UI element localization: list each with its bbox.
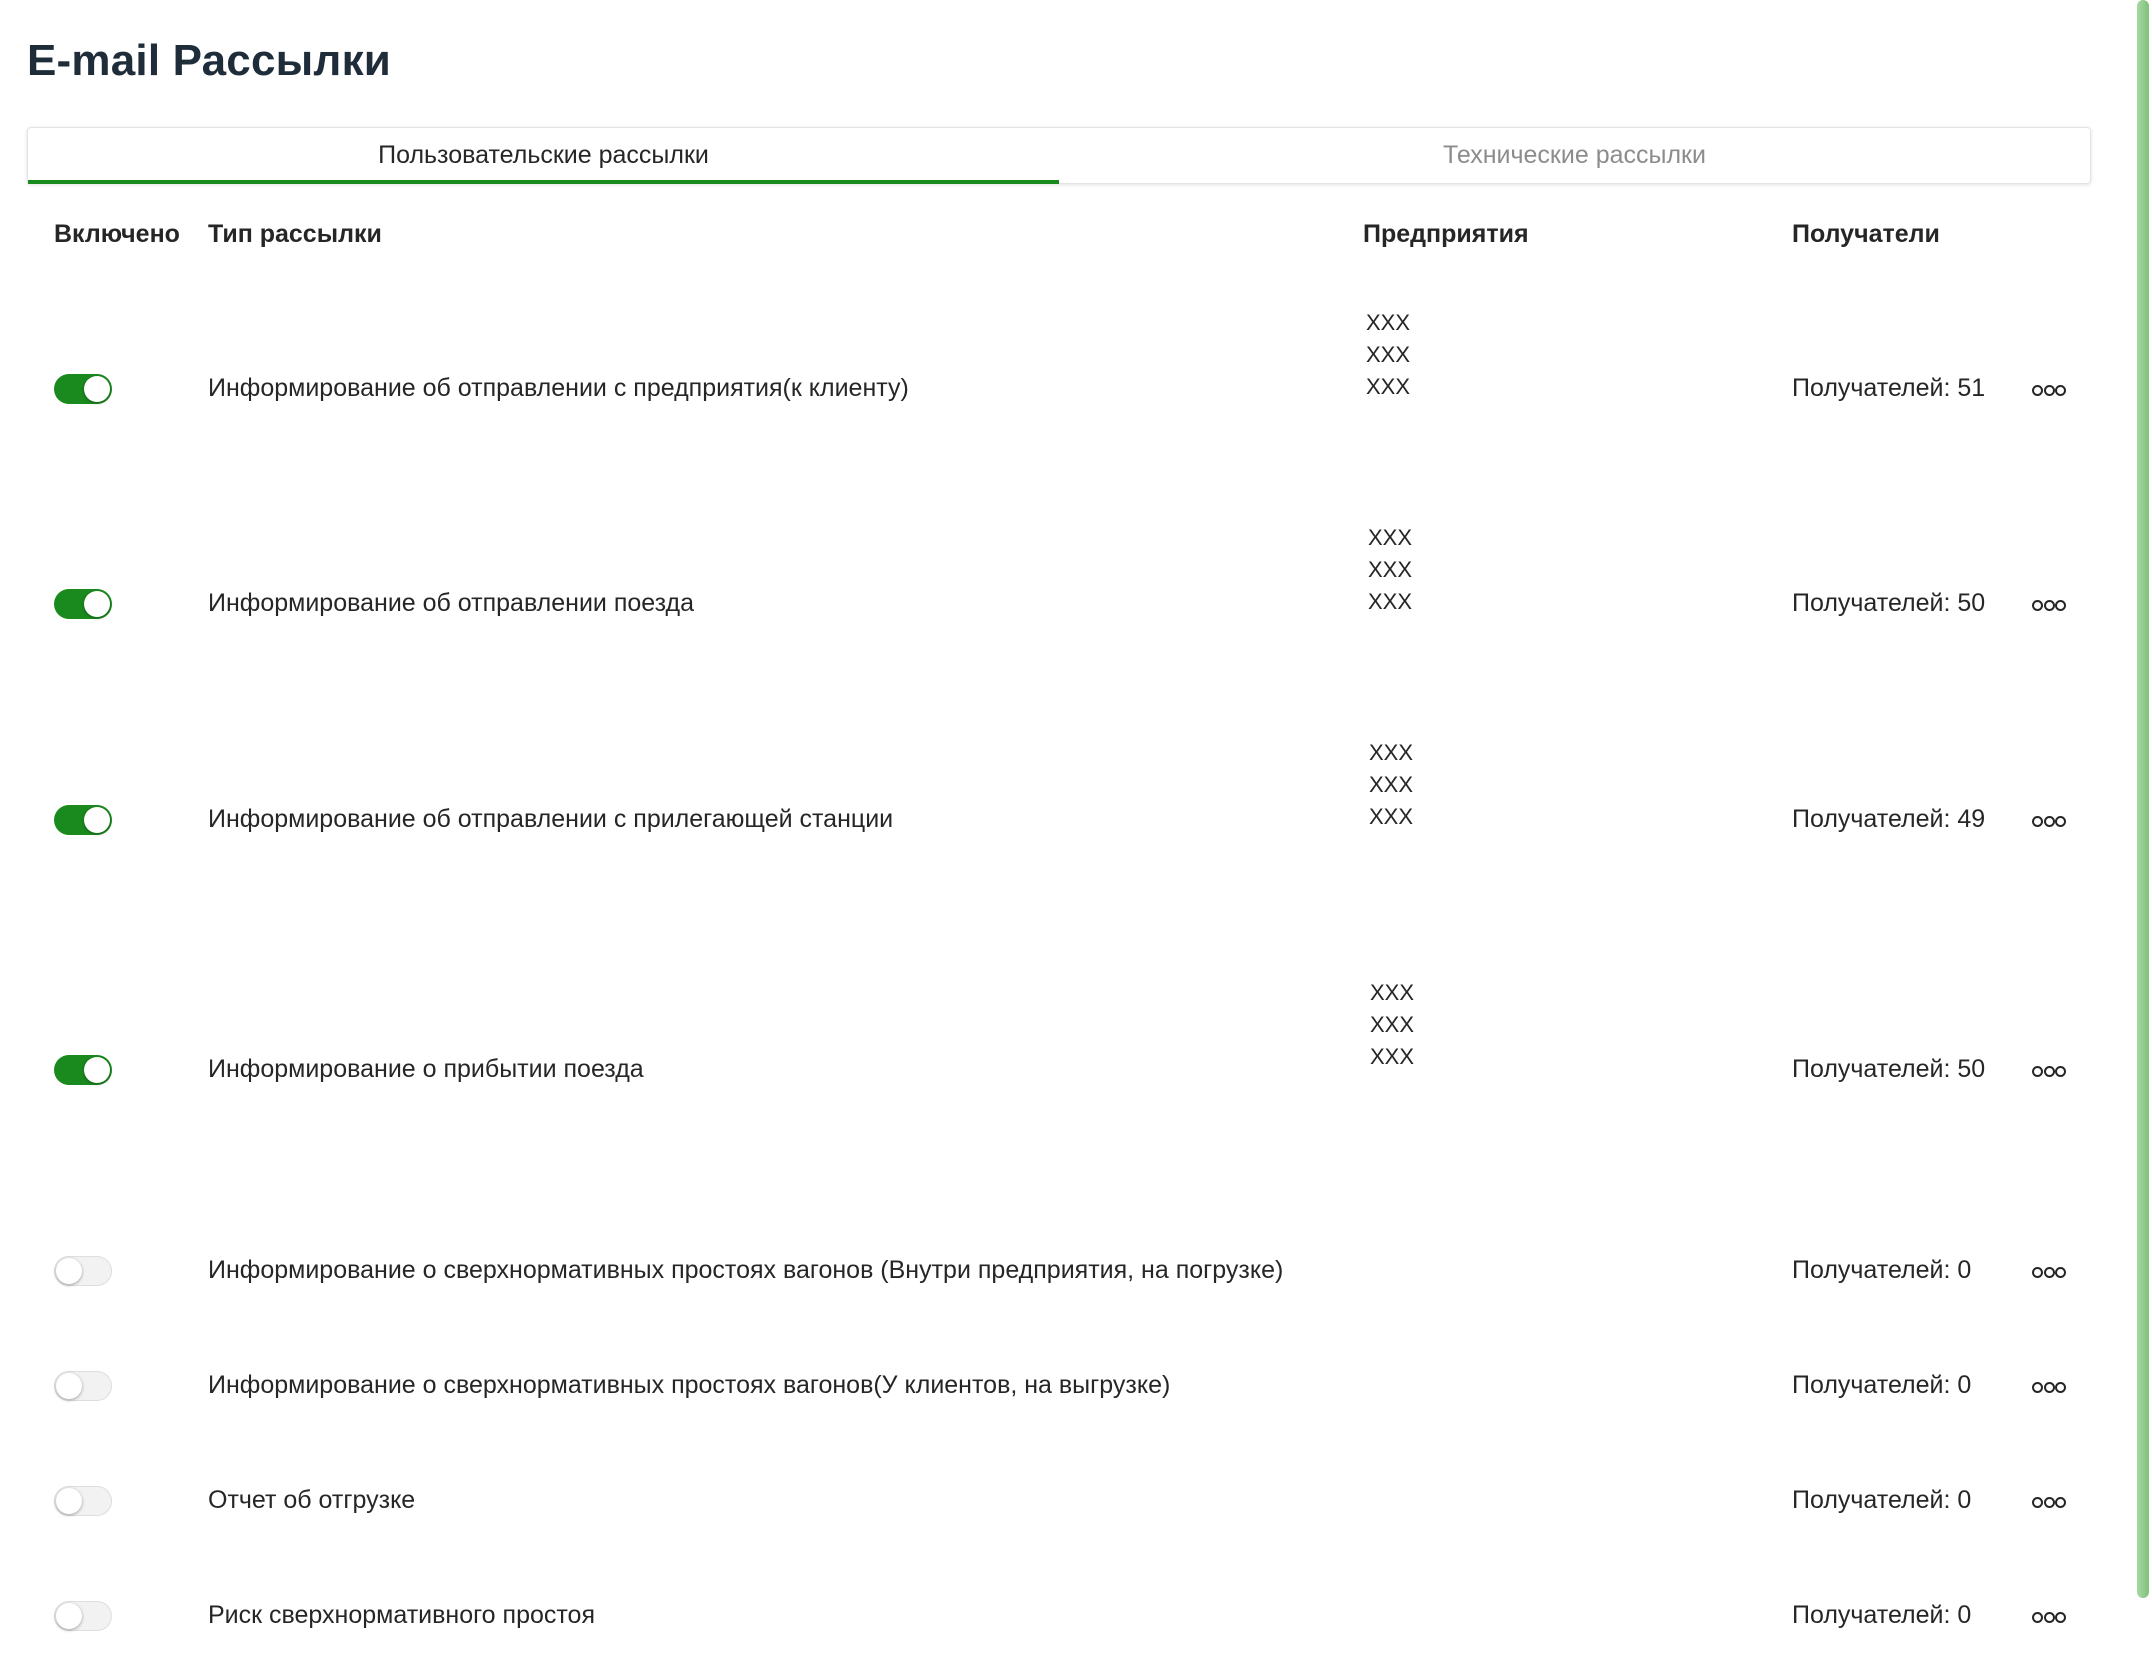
mailing-type: Информирование о сверхнормативных простоях вагонов (Внутри предприятия, на погрузке) (208, 1256, 1284, 1284)
enterprise-item: XXX (1368, 557, 1413, 582)
toggle-knob (56, 1373, 82, 1399)
tab-bar (27, 127, 2091, 184)
enterprise-item: XXX (1368, 589, 1413, 614)
toggle-knob (84, 807, 110, 833)
enterprise-item: XXX (1369, 772, 1414, 797)
toggle-knob (56, 1488, 82, 1514)
vertical-scrollbar[interactable] (2134, 0, 2152, 1662)
recipients-count: Получателей: 51 (1792, 374, 1986, 402)
column-header-type: Тип рассылки (208, 220, 382, 248)
enabled-toggle[interactable] (54, 589, 112, 619)
enterprise-item: XXX (1368, 525, 1413, 550)
enterprise-item: XXX (1369, 740, 1414, 765)
recipients-count: Получателей: 49 (1792, 805, 1986, 833)
tab-user-mailings[interactable]: Пользовательские рассылки (28, 128, 1059, 183)
mailing-type: Информирование о прибытии поезда (208, 1055, 644, 1083)
enterprise-list (1370, 977, 1414, 1073)
column-header-enabled: Включено (54, 220, 180, 248)
recipients-count: Получателей: 50 (1792, 589, 1986, 617)
mailing-type: Информирование об отправлении с прилегающей станции (208, 805, 894, 833)
enterprise-list (1368, 522, 1412, 618)
enterprise-list (1369, 737, 1413, 833)
enabled-toggle[interactable] (54, 1256, 112, 1286)
toggle-knob (84, 591, 110, 617)
more-horizontal-icon[interactable] (2032, 1377, 2066, 1397)
toggle-knob (84, 376, 110, 402)
toggle-knob (56, 1603, 82, 1629)
more-horizontal-icon[interactable] (2032, 1492, 2066, 1512)
column-header-enterprises: Предприятия (1363, 220, 1529, 248)
toggle-knob (84, 1057, 110, 1083)
column-header-recipients: Получатели (1792, 220, 1940, 248)
mailing-type: Информирование об отправлении поезда (208, 589, 695, 617)
enterprise-item: XXX (1366, 310, 1411, 335)
recipients-count: Получателей: 0 (1792, 1256, 1972, 1284)
more-horizontal-icon[interactable] (2032, 595, 2066, 615)
enterprise-item: XXX (1369, 804, 1414, 829)
scrollbar-thumb[interactable] (2137, 0, 2149, 1598)
enterprise-item: XXX (1370, 980, 1415, 1005)
enterprise-item: XXX (1366, 374, 1411, 399)
enabled-toggle[interactable] (54, 374, 112, 404)
more-horizontal-icon[interactable] (2032, 380, 2066, 400)
enterprise-item: XXX (1370, 1044, 1415, 1069)
enabled-toggle[interactable] (54, 1486, 112, 1516)
recipients-count: Получателей: 0 (1792, 1486, 1972, 1514)
toggle-knob (56, 1258, 82, 1284)
more-horizontal-icon[interactable] (2032, 1061, 2066, 1081)
more-horizontal-icon[interactable] (2032, 1607, 2066, 1627)
more-horizontal-icon[interactable] (2032, 811, 2066, 831)
mailing-type: Риск сверхнормативного простоя (208, 1601, 595, 1629)
enabled-toggle[interactable] (54, 1055, 112, 1085)
enterprise-item: XXX (1370, 1012, 1415, 1037)
enterprise-item: XXX (1366, 342, 1411, 367)
enterprise-list (1366, 307, 1410, 403)
enabled-toggle[interactable] (54, 1371, 112, 1401)
recipients-count: Получателей: 0 (1792, 1601, 1972, 1629)
recipients-count: Получателей: 50 (1792, 1055, 1986, 1083)
recipients-count: Получателей: 0 (1792, 1371, 1972, 1399)
tab-technical-mailings[interactable]: Технические рассылки (1443, 141, 1706, 169)
mailing-type: Отчет об отгрузке (208, 1486, 416, 1514)
mailing-type: Информирование о сверхнормативных простоях вагонов(У клиентов, на выгрузке) (208, 1371, 1171, 1399)
more-horizontal-icon[interactable] (2032, 1262, 2066, 1282)
enabled-toggle[interactable] (54, 805, 112, 835)
enabled-toggle[interactable] (54, 1601, 112, 1631)
page-title: E-mail Рассылки (27, 36, 392, 85)
mailing-type: Информирование об отправлении с предприятия(к клиенту) (208, 374, 909, 402)
